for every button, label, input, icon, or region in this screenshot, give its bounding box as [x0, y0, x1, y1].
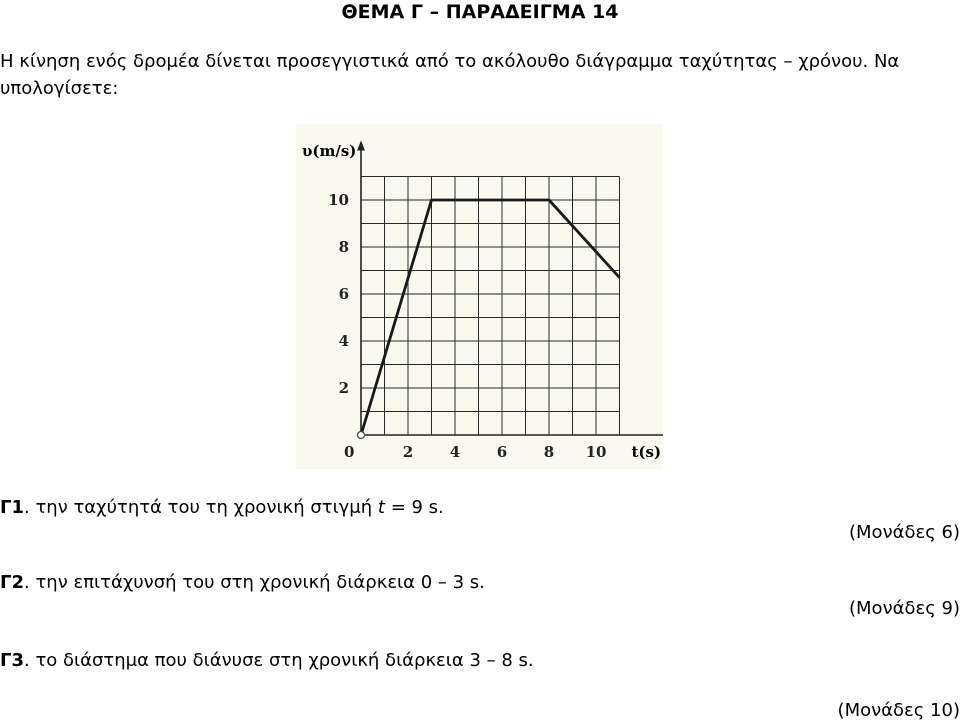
marks-g2: (Μονάδες 9): [849, 598, 960, 619]
x-tick-label: 10: [585, 443, 607, 461]
y-tick-label: 8: [338, 238, 349, 256]
x-axis-label: t(s): [631, 443, 662, 461]
x-tick-label: 0: [344, 443, 355, 461]
x-tick-label: 4: [449, 443, 461, 461]
problem-statement: Η κίνηση ενός δρομέα δίνεται προσεγγιστικά από το ακόλουθο διάγραμμα ταχύτητας – χρόνου. Να υπολογίσετε:: [0, 51, 900, 99]
x-tick-label: 8: [543, 443, 555, 461]
y-tick-label: 4: [338, 332, 349, 350]
question-variable: t: [377, 497, 385, 518]
origin-point: [358, 432, 365, 439]
y-tick-label: 2: [338, 379, 349, 397]
chart-series: [358, 200, 620, 439]
y-tick-label: 10: [328, 191, 349, 209]
velocity-time-chart: [296, 124, 663, 469]
x-tick-label: 2: [402, 443, 414, 461]
chart-svg: [296, 124, 663, 469]
page-title: ΘΕΜΑ Γ – ΠΑΡΑΔΕΙΓΜΑ 14: [341, 1, 619, 23]
y-axis-label: υ(m/s): [302, 142, 357, 160]
question-g2: [0, 571, 485, 595]
question-g1: [0, 496, 444, 520]
y-axis-arrow: [357, 141, 365, 151]
question-label: Γ1: [0, 497, 24, 518]
marks-g3: (Μονάδες 10): [837, 700, 960, 721]
y-tick-label: 6: [338, 285, 349, 303]
question-text: . την επιτάχυνσή του στη χρονική διάρκεια 0 – 3 s.: [24, 572, 485, 593]
chart-tick-labels: [328, 191, 606, 461]
question-text: . το διάστημα που διάνυσε στη χρονική διάρκεια 3 – 8 s.: [24, 650, 534, 671]
question-label: Γ3: [0, 650, 24, 671]
x-tick-label: 6: [496, 443, 508, 461]
question-text-end: = 9 s.: [384, 497, 444, 518]
question-g3: [0, 649, 534, 673]
chart-axes: [302, 141, 663, 462]
question-label: Γ2: [0, 572, 24, 593]
marks-g1: (Μονάδες 6): [849, 522, 960, 543]
question-text: . την ταχύτητά του τη χρονική στιγμή: [24, 497, 378, 518]
